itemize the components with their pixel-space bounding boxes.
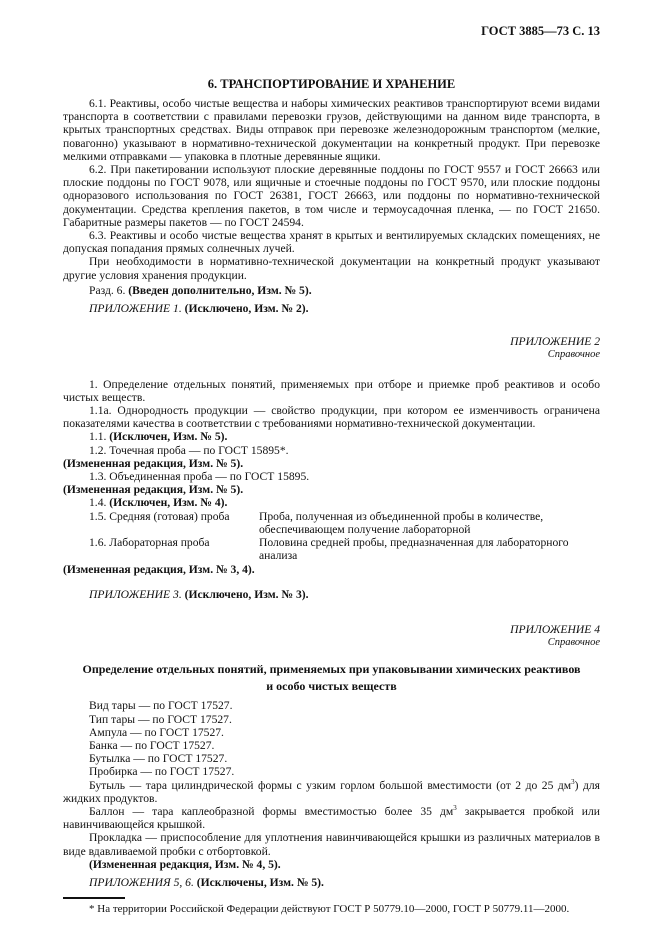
section-6 bbox=[63, 77, 600, 315]
section-amendment bbox=[63, 284, 600, 297]
term: 1.5. Средняя (готовая) проба bbox=[89, 509, 230, 523]
item-1-1a: 1.1а. Однородность продукции — свойство продукции, при котором ее изменчивость ограничена показателями качества в соответствии с требованиями нормативно-технической документации. bbox=[63, 404, 600, 431]
item-1-1 bbox=[63, 430, 600, 443]
item-1-2-note: (Измененная редакция, Изм. № 5). bbox=[63, 456, 244, 470]
amendment-note: (Введен дополнительно, Изм. № 5). bbox=[128, 283, 312, 297]
paragraph-6-4: При необходимости в нормативно-технической документации на конкретный продукт указывают другие условия хранения продукции. bbox=[63, 255, 600, 282]
title-line-1: Определение отдельных понятий, применяемых при упаковывании химических реактивов bbox=[82, 662, 581, 677]
amendment-prefix: Разд. 6. bbox=[89, 283, 126, 297]
text: закрывается пробкой или навинчивающейся крышкой. bbox=[63, 804, 600, 832]
item-1: 1. Определение отдельных понятий, применяемых при отборе и приемке проб реактивов и особо чистых веществ. bbox=[63, 377, 600, 404]
appendix-label: ПРИЛОЖЕНИЕ 1. bbox=[89, 302, 182, 316]
list-item: Бутылка — по ГОСТ 17527. bbox=[89, 752, 228, 766]
item-1-5 bbox=[63, 510, 600, 536]
appendix-note: (Исключены, Изм. № 5). bbox=[196, 875, 324, 889]
text: ) для жидких продуктов. bbox=[63, 778, 601, 805]
item-1-6-note: (Измененная редакция, Изм. № 3, 4). bbox=[63, 562, 255, 576]
appendix-note: (Исключено, Изм. № 3). bbox=[184, 587, 309, 601]
text: Баллон — тара каплеобразной формы вместимостью более 35 дм bbox=[89, 804, 454, 818]
appendix-2-kind: Справочное bbox=[547, 349, 600, 361]
appendix-2-label: ПРИЛОЖЕНИЕ 2 bbox=[510, 335, 600, 349]
appendix-5-6-line bbox=[63, 876, 600, 889]
appendix-3-line bbox=[63, 588, 600, 601]
appendix-4-kind: Справочное bbox=[547, 637, 600, 649]
appendix-label: ПРИЛОЖЕНИЕ 3. bbox=[89, 587, 182, 601]
definition-butyl bbox=[63, 779, 600, 805]
item-1-3-note: (Измененная редакция, Изм. № 5). bbox=[63, 483, 244, 497]
list-item: Пробирка — по ГОСТ 17527. bbox=[89, 765, 235, 779]
appendix-label: ПРИЛОЖЕНИЯ 5, 6. bbox=[89, 875, 194, 889]
footnote: * На территории Российской Федерации действуют ГОСТ Р 50779.10—2000, ГОСТ Р 50779.11—2000. bbox=[89, 903, 570, 916]
footnote-separator bbox=[63, 897, 125, 899]
item-number: 1.4. bbox=[89, 496, 107, 510]
definition: Проба, полученная из объединенной пробы в количестве, обеспечивающем получение лабораторной bbox=[259, 509, 544, 536]
superscript: 3 bbox=[571, 777, 575, 786]
definition-ballon bbox=[63, 805, 600, 831]
appendix-4-note: (Измененная редакция, Изм. № 4, 5). bbox=[89, 857, 281, 871]
list-item: Тип тары — по ГОСТ 17527. bbox=[89, 712, 232, 726]
appendix-note: (Исключено, Изм. № 2). bbox=[184, 302, 309, 316]
item-note: (Исключен, Изм. № 5). bbox=[109, 430, 228, 444]
appendix-2 bbox=[63, 335, 600, 601]
appendix-4-title bbox=[63, 661, 600, 695]
item-number: 1.1. bbox=[89, 430, 107, 444]
definition-prokladka: Прокладка — приспособление для уплотнения навинчивающейся крышки из различных материалов в виде вдавливаемой пробки с отбортовкой. bbox=[63, 831, 600, 858]
appendix-4-label: ПРИЛОЖЕНИЕ 4 bbox=[510, 622, 600, 636]
item-1-3: 1.3. Объединенная проба — по ГОСТ 15895. bbox=[89, 470, 310, 484]
list-item: Вид тары — по ГОСТ 17527. bbox=[89, 699, 233, 713]
item-note: (Исключен, Изм. № 4). bbox=[109, 496, 228, 510]
term: 1.6. Лабораторная проба bbox=[89, 536, 210, 550]
superscript: 3 bbox=[453, 804, 457, 813]
page-header: ГОСТ 3885—73 С. 13 bbox=[481, 24, 600, 38]
appendix-4 bbox=[63, 623, 600, 889]
text: Бутыль — тара цилиндрической формы с узким горлом большой вместимости (от 2 до 25 дм bbox=[89, 778, 572, 792]
appendix-1-line bbox=[63, 302, 600, 315]
title-line-2: и особо чистых веществ bbox=[266, 679, 397, 694]
definition: Половина средней пробы, предназначенная для лабораторного анализа bbox=[259, 536, 569, 563]
item-1-6 bbox=[63, 536, 600, 562]
section-title: 6. ТРАНСПОРТИРОВАНИЕ И ХРАНЕНИЕ bbox=[207, 77, 456, 91]
term-list bbox=[63, 699, 600, 778]
paragraph-6-1: 6.1. Реактивы, особо чистые вещества и наборы химических реактивов транспортируют всеми видами транспорта в соответствии с правилами перевозки грузов, действующими на данном виде транспорта, в крытых транспортных средствах. Виды отправок при перевозке железнодорожным транспортом (мелкие, повагонно) указывают в нормативно-технической документации на конкретный продукт. При перевозке мелкими отправками — упаковка в плотные деревянные ящики. bbox=[63, 97, 600, 163]
item-1-4 bbox=[63, 496, 600, 509]
list-item: Банка — по ГОСТ 17527. bbox=[89, 738, 215, 752]
paragraph-6-2: 6.2. При пакетировании используют плоские деревянные поддоны по ГОСТ 9557 и ГОСТ 26663 или плоские поддоны по ГОСТ 9078, или ящичные и стоечные поддоны по ГОСТ 9570, или плоские поддоны одноразового использования по ГОСТ 26381, ГОСТ 26663, или поддоны по нормативно-технической документации. Средства крепления пакетов, в том числе и термоусадочная пленка, — по ГОСТ 21650. Габаритные размеры пакетов — по ГОСТ 24594. bbox=[63, 163, 600, 229]
item-1-2: 1.2. Точечная проба — по ГОСТ 15895*. bbox=[89, 443, 289, 457]
paragraph-6-3: 6.3. Реактивы и особо чистые вещества хранят в крытых и вентилируемых складских помещениях, не допуская попадания прямых солнечных лучей. bbox=[63, 229, 600, 256]
list-item: Ампула — по ГОСТ 17527. bbox=[89, 725, 224, 739]
